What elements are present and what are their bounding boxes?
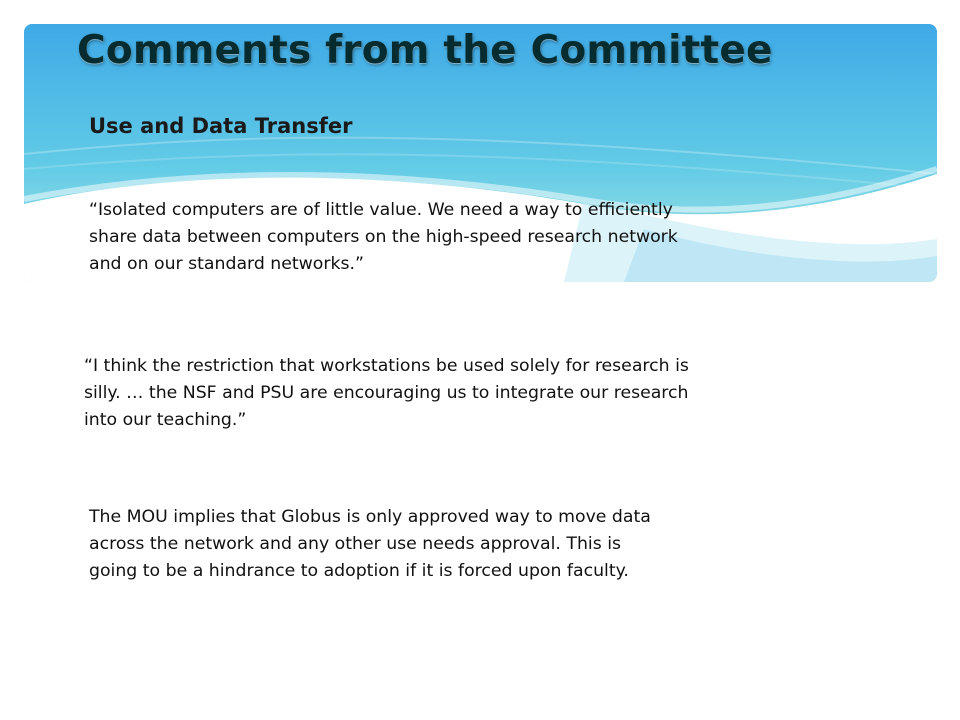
comment-line: The MOU implies that Globus is only approved way to move data xyxy=(89,507,651,527)
comment-line: going to be a hindrance to adoption if it is forced upon faculty. xyxy=(89,561,629,581)
quote-line: “I think the restriction that workstations be used solely for research is xyxy=(84,356,689,376)
quote-line: silly. … the NSF and PSU are encouraging us to integrate our research xyxy=(84,383,689,403)
quote-line: share data between computers on the high-speed research network xyxy=(89,227,678,247)
mou-globus-comment xyxy=(89,504,849,585)
slide-title: Comments from the Committee xyxy=(77,28,773,73)
comment-line: across the network and any other use needs approval. This is xyxy=(89,534,622,554)
quote-line: “Isolated computers are of little value. We need a way to efficiently xyxy=(89,200,673,220)
quote-line: into our teaching.” xyxy=(84,410,247,430)
quote-isolated-computers xyxy=(89,197,879,278)
slide-subtitle: Use and Data Transfer xyxy=(89,114,353,138)
quote-line: and on our standard networks.” xyxy=(89,254,364,274)
quote-workstation-restriction xyxy=(84,353,884,434)
